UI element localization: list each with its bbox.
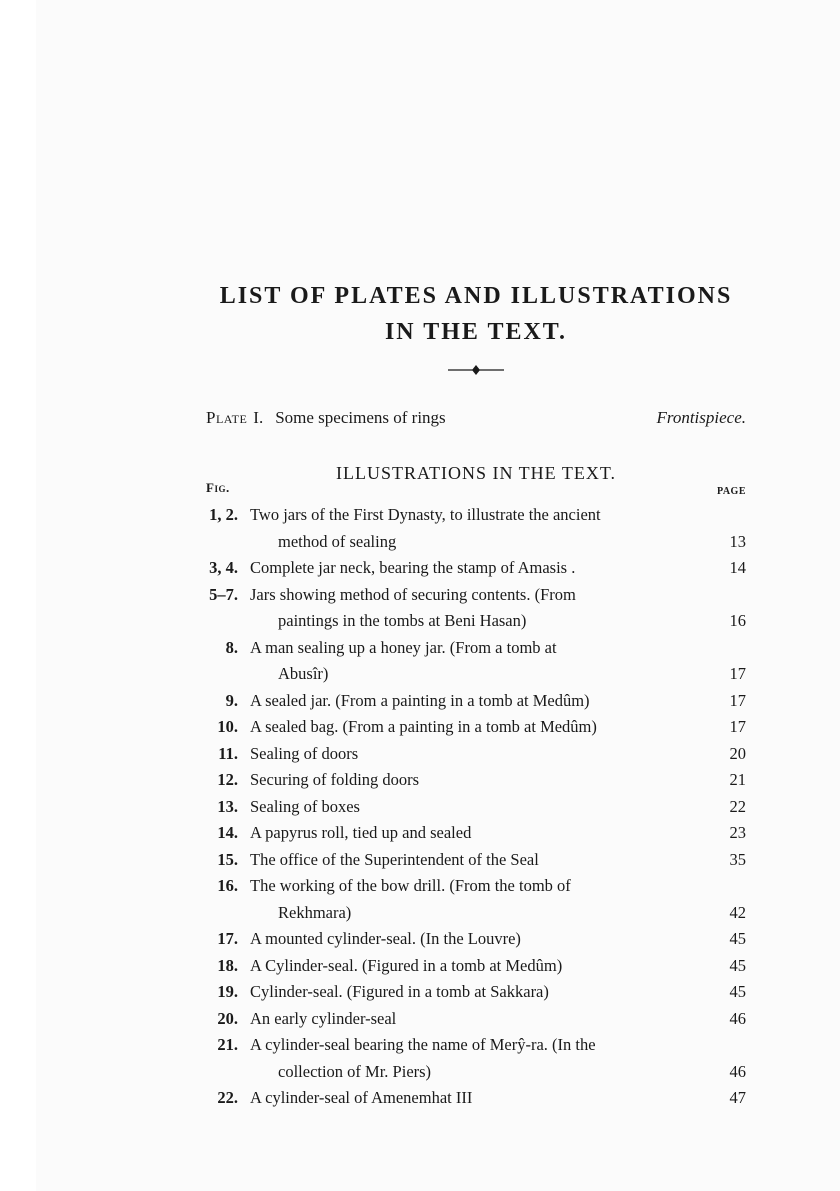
description-line-1: The office of the Superintendent of the Seal xyxy=(250,849,539,869)
list-item xyxy=(206,635,746,688)
description-line-1: A Cylinder-seal. (Figured in a tomb at Medûm) xyxy=(250,955,563,975)
description-line-1: A cylinder-seal bearing the name of Merŷ-ra. (In the xyxy=(250,1035,596,1054)
description-line-1: The working of the bow drill. (From the tomb of xyxy=(250,876,571,895)
list-item xyxy=(206,741,746,768)
description-line-2: Rekhmara) xyxy=(278,902,352,922)
figure-number: 12. xyxy=(217,770,238,789)
list-item xyxy=(206,1085,746,1112)
figure-number: 15. xyxy=(217,849,238,869)
list-item xyxy=(206,820,746,847)
figure-number: 19. xyxy=(217,982,238,1001)
figure-description xyxy=(250,979,706,1006)
list-item xyxy=(206,1032,746,1085)
figure-description xyxy=(250,873,706,926)
list-item xyxy=(206,847,746,874)
title-line-2: IN THE TEXT. xyxy=(384,319,568,345)
page-content xyxy=(206,278,746,1112)
list-item xyxy=(206,688,746,715)
list-item xyxy=(206,873,746,926)
figure-description xyxy=(250,1006,706,1033)
description-line-1: Jars showing method of securing contents. (From xyxy=(250,584,576,604)
figure-description xyxy=(250,502,706,555)
list-item xyxy=(206,926,746,953)
page-number: 17 xyxy=(729,690,746,710)
plate-page: Frontispiece. xyxy=(656,408,746,427)
description-line-1: A sealed bag. (From a painting in a tomb at Medûm) xyxy=(250,717,597,736)
figure-number: 17. xyxy=(217,929,238,948)
plate-number: I. xyxy=(253,408,264,427)
figure-description xyxy=(250,794,706,821)
list-item xyxy=(206,555,746,582)
description-line-1: An early cylinder-seal xyxy=(250,1008,397,1028)
figure-description xyxy=(250,820,706,847)
figure-description xyxy=(250,741,706,768)
figure-description xyxy=(250,582,706,635)
description-line-1: Two jars of the First Dynasty, to illustrate the ancient xyxy=(250,505,601,524)
figure-number: 1, 2. xyxy=(209,505,238,524)
page-number: 22 xyxy=(729,796,746,816)
page-number: 45 xyxy=(729,982,746,1001)
figure-number: 21. xyxy=(217,1035,238,1054)
list-item xyxy=(206,1006,746,1033)
figure-description xyxy=(250,1085,706,1112)
column-headers xyxy=(206,482,746,498)
description-line-1: A man sealing up a honey jar. (From a tomb at xyxy=(250,637,557,657)
section-title: ILLUSTRATIONS IN THE TEXT. xyxy=(336,463,616,483)
description-line-2: collection of Mr. Piers) xyxy=(278,1061,432,1081)
figure-number: 14. xyxy=(217,823,238,842)
description-line-1: Cylinder-seal. (Figured in a tomb at Sakkara) xyxy=(250,982,549,1001)
page-number: 13 xyxy=(729,531,746,551)
figure-number: 18. xyxy=(217,955,238,975)
figure-number: 16. xyxy=(217,876,238,895)
figure-description xyxy=(250,847,706,874)
page-number: 21 xyxy=(729,770,746,789)
page-number: 23 xyxy=(729,823,746,842)
description-line-2: Abusîr) xyxy=(278,664,329,683)
description-line-1: Sealing of doors xyxy=(250,743,359,763)
title-line-1: LIST OF PLATES AND ILLUSTRATIONS xyxy=(219,283,733,309)
description-line-1: A sealed jar. (From a painting in a tomb at Medûm) xyxy=(250,690,590,710)
figure-description xyxy=(250,1032,706,1085)
list-item xyxy=(206,714,746,741)
figure-number: 5–7. xyxy=(209,584,238,604)
page-number: 47 xyxy=(729,1088,746,1107)
list-item xyxy=(206,979,746,1006)
divider-ornament-icon xyxy=(446,360,506,380)
description-line-1: Sealing of boxes xyxy=(250,796,360,816)
figure-number: 13. xyxy=(217,796,238,816)
figure-number: 10. xyxy=(217,717,238,736)
plate-description: Some specimens of rings xyxy=(275,408,446,427)
figure-number: 8. xyxy=(225,637,238,657)
description-line-1: A papyrus roll, tied up and sealed xyxy=(250,823,472,842)
page-number: 45 xyxy=(729,929,746,948)
list-item xyxy=(206,953,746,980)
page-number: 46 xyxy=(729,1008,746,1028)
figure-description xyxy=(250,635,706,688)
illustration-list xyxy=(206,502,746,1112)
description-line-1: A mounted cylinder-seal. (In the Louvre) xyxy=(250,929,521,948)
description-line-1: Securing of folding doors xyxy=(250,770,420,789)
list-item xyxy=(206,767,746,794)
description-line-2: paintings in the tombs at Beni Hasan) xyxy=(278,611,527,630)
figure-number: 20. xyxy=(217,1008,238,1028)
figure-description xyxy=(250,767,706,794)
figure-number: 3, 4. xyxy=(209,558,238,577)
plate-label: Plate xyxy=(206,408,248,427)
column-header-fig: Fig. xyxy=(206,480,230,495)
plate-entry xyxy=(206,408,746,428)
figure-description xyxy=(250,688,706,715)
page-number: 20 xyxy=(729,743,746,763)
figure-number: 11. xyxy=(218,743,238,763)
list-item xyxy=(206,582,746,635)
figure-description xyxy=(250,555,706,582)
figure-number: 22. xyxy=(217,1088,238,1107)
figure-number: 9. xyxy=(225,690,238,710)
description-line-1: A cylinder-seal of Amenemhat III xyxy=(250,1088,473,1107)
page-number: 16 xyxy=(729,611,746,630)
page-number: 46 xyxy=(729,1061,746,1081)
description-line-2: method of sealing xyxy=(278,531,397,551)
page-number: 45 xyxy=(729,955,746,975)
page-number: 14 xyxy=(729,558,746,577)
page-number: 42 xyxy=(729,902,746,922)
page-title xyxy=(206,278,746,350)
page-number: 17 xyxy=(729,664,746,683)
figure-description xyxy=(250,926,706,953)
book-page xyxy=(36,0,840,1191)
page-number: 35 xyxy=(729,849,746,869)
column-header-page: PAGE xyxy=(716,486,746,497)
page-number: 17 xyxy=(729,717,746,736)
figure-description xyxy=(250,714,706,741)
list-item xyxy=(206,502,746,555)
list-item xyxy=(206,794,746,821)
figure-description xyxy=(250,953,706,980)
description-line-1: Complete jar neck, bearing the stamp of Amasis . xyxy=(250,558,576,577)
